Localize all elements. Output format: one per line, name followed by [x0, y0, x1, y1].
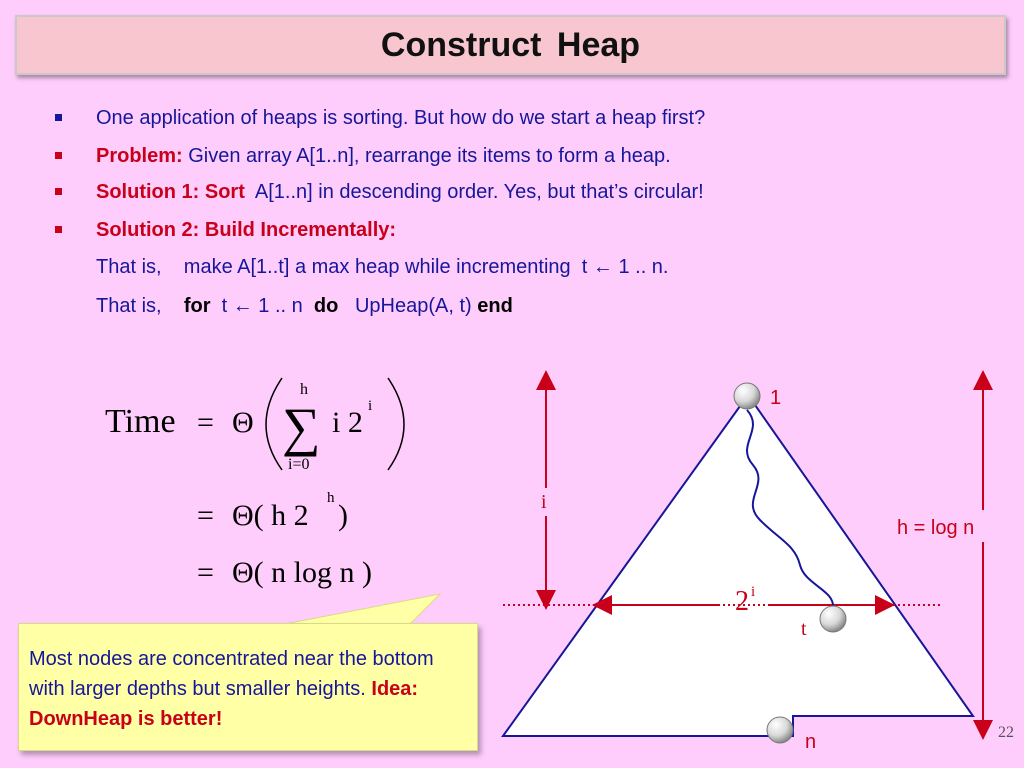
callout-text: Most nodes are concentrated near the bottom with larger depths but smaller heights.: [29, 648, 434, 700]
keyword-end: end: [477, 295, 513, 317]
heap-triangle-diagram: [495, 370, 1024, 768]
time-formula: [100, 370, 420, 600]
equals-sign: =: [197, 406, 214, 439]
callout-box: [18, 623, 478, 751]
bullet-text: Given array A[1..n], rearrange its items to form a heap.: [182, 145, 671, 167]
sum-term: i 2: [332, 406, 363, 439]
sum-term-exponent: i: [368, 398, 373, 414]
node-n-label: n: [805, 731, 817, 753]
line2-exponent: h: [327, 490, 335, 506]
square-bullet-icon: [55, 226, 62, 233]
left-paren: [266, 378, 282, 470]
root-node-label: 1: [770, 387, 782, 409]
node-t-label: t: [801, 618, 807, 640]
keyword-for: for: [183, 295, 211, 317]
root-node: [734, 383, 760, 409]
callout-highlight: Idea: DownHeap is better!: [29, 678, 419, 730]
equals-sign: =: [197, 556, 214, 589]
bullet-label: Problem:: [96, 145, 183, 167]
square-bullet-icon: [55, 188, 62, 195]
line2-close: ): [338, 499, 348, 532]
node-t: [820, 606, 846, 632]
width-exponent: i: [751, 584, 756, 600]
page-number: 22: [998, 724, 1014, 741]
square-bullet-icon: [55, 152, 62, 159]
line3-expression: Θ( n log n ): [232, 556, 372, 589]
equals-sign: =: [197, 499, 214, 532]
theta-symbol: Θ: [232, 406, 254, 439]
depth-label: i: [541, 491, 547, 513]
sum-symbol: ∑: [282, 397, 321, 457]
bullet-label: Solution 2: Build Incrementally:: [96, 219, 397, 241]
heap-triangle: [503, 395, 973, 736]
that-is-line-1: That is, make A[1..t] a max heap while incrementing t ← 1 .. n.: [96, 256, 669, 278]
node-n: [767, 717, 793, 743]
keyword-do: do: [313, 295, 339, 317]
height-label: h = log n: [897, 517, 975, 539]
sum-upper-limit: h: [300, 381, 308, 398]
bullet-text: One application of heaps is sorting. But how do we start a heap first?: [96, 107, 706, 129]
right-paren: [388, 378, 404, 470]
slide-title: Construct Heap: [380, 25, 641, 64]
time-label: Time: [105, 403, 176, 440]
bullet-label: Solution 1: Sort: [96, 181, 245, 203]
bullet-text: A[1..n] in descending order. Yes, but that’s circular!: [244, 181, 704, 203]
square-bullet-icon: [55, 114, 62, 121]
that-is-line-2: That is, for t ← 1 .. n do UpHeap(A, t) end: [96, 295, 513, 317]
sum-lower-limit: i=0: [288, 456, 310, 473]
width-label: 2: [735, 586, 749, 617]
line2-expression: Θ( h 2: [232, 499, 309, 532]
title-bar: [15, 15, 1006, 75]
